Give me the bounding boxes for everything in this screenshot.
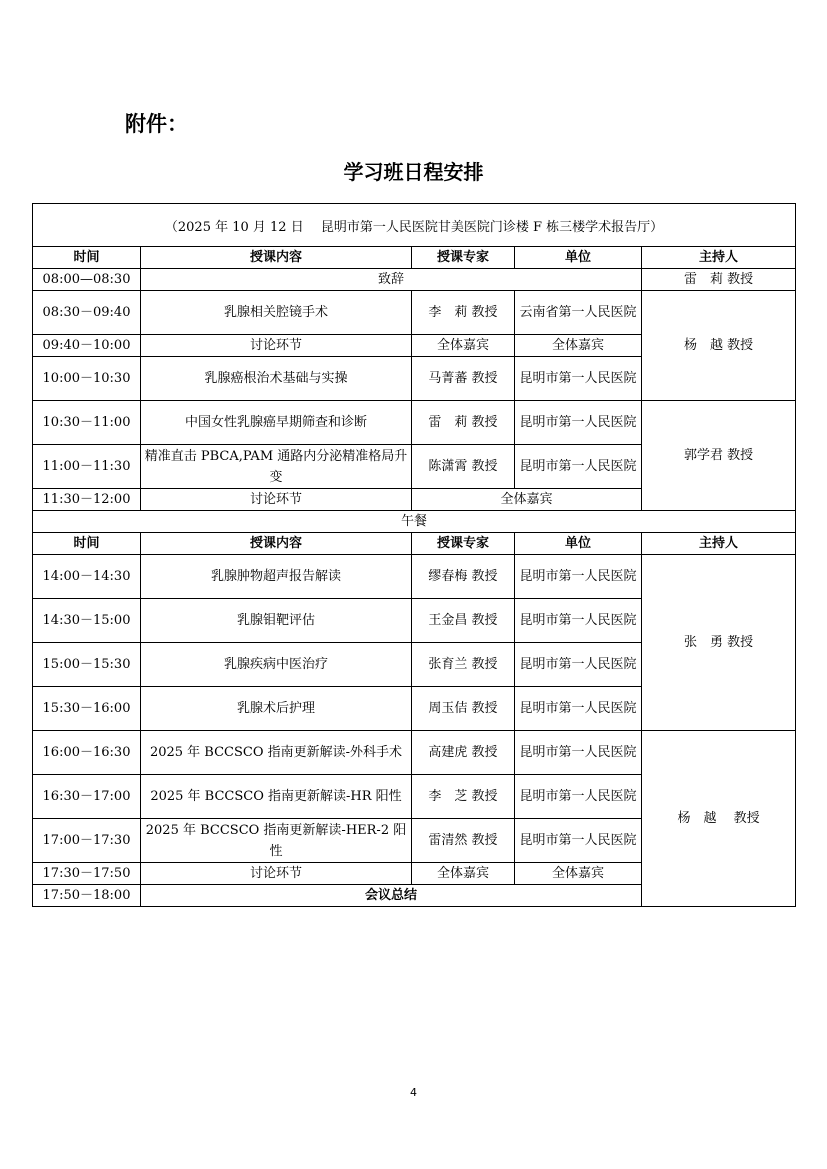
expert-cell: 李 莉 教授 <box>412 291 515 335</box>
content-cell: 乳腺钼靶评估 <box>141 599 412 643</box>
expert-cell: 缪春梅 教授 <box>412 555 515 599</box>
expert-cell: 全体嘉宾 <box>412 489 642 511</box>
host-cell: 杨 越 教授 <box>642 731 796 907</box>
unit-cell: 昆明市第一人民医院 <box>515 401 642 445</box>
page-number: 4 <box>410 1086 417 1099</box>
content-cell: 讨论环节 <box>141 489 412 511</box>
expert-cell: 周玉佶 教授 <box>412 687 515 731</box>
expert-cell: 雷清然 教授 <box>412 819 515 863</box>
time-cell: 11:00－11:30 <box>33 445 141 489</box>
time-cell: 17:50－18:00 <box>33 885 141 907</box>
header-host: 主持人 <box>642 533 796 555</box>
unit-cell: 昆明市第一人民医院 <box>515 775 642 819</box>
content-cell: 乳腺疾病中医治疗 <box>141 643 412 687</box>
header-content: 授课内容 <box>141 533 412 555</box>
time-cell: 14:00－14:30 <box>33 555 141 599</box>
time-cell: 08:00—08:30 <box>33 269 141 291</box>
host-cell: 郭学君 教授 <box>642 401 796 511</box>
content-cell: 乳腺肿物超声报告解读 <box>141 555 412 599</box>
time-cell: 17:30－17:50 <box>33 863 141 885</box>
summary-cell: 会议总结 <box>141 885 642 907</box>
expert-cell: 陈潇霄 教授 <box>412 445 515 489</box>
expert-cell: 高建虎 教授 <box>412 731 515 775</box>
time-cell: 10:00－10:30 <box>33 357 141 401</box>
header-time: 时间 <box>33 247 141 269</box>
content-cell: 讨论环节 <box>141 335 412 357</box>
content-cell: 2025 年 BCCSCO 指南更新解读-HER-2 阳性 <box>141 819 412 863</box>
host-cell: 雷 莉 教授 <box>642 269 796 291</box>
expert-cell: 张育兰 教授 <box>412 643 515 687</box>
table-row <box>33 401 796 445</box>
content-cell: 乳腺相关腔镜手术 <box>141 291 412 335</box>
time-cell: 11:30－12:00 <box>33 489 141 511</box>
unit-cell: 昆明市第一人民医院 <box>515 555 642 599</box>
table-row <box>33 269 796 291</box>
header-host: 主持人 <box>642 247 796 269</box>
venue-row <box>33 204 796 247</box>
time-cell: 15:00－15:30 <box>33 643 141 687</box>
content-cell: 乳腺癌根治术基础与实操 <box>141 357 412 401</box>
unit-cell: 昆明市第一人民医院 <box>515 599 642 643</box>
unit-cell: 云南省第一人民医院 <box>515 291 642 335</box>
expert-cell: 马菁蕃 教授 <box>412 357 515 401</box>
content-cell: 精准直击 PBCA,PAM 通路内分泌精准格局升变 <box>141 445 412 489</box>
time-cell: 17:00－17:30 <box>33 819 141 863</box>
header-expert: 授课专家 <box>412 247 515 269</box>
content-cell: 中国女性乳腺癌早期筛查和诊断 <box>141 401 412 445</box>
table-row <box>33 291 796 335</box>
content-cell: 致辞 <box>141 269 642 291</box>
header-content: 授课内容 <box>141 247 412 269</box>
table-header-morning <box>33 247 796 269</box>
content-cell: 2025 年 BCCSCO 指南更新解读-HR 阳性 <box>141 775 412 819</box>
content-cell: 乳腺术后护理 <box>141 687 412 731</box>
time-cell: 09:40－10:00 <box>33 335 141 357</box>
time-cell: 16:00－16:30 <box>33 731 141 775</box>
unit-cell: 昆明市第一人民医院 <box>515 445 642 489</box>
time-cell: 15:30－16:00 <box>33 687 141 731</box>
unit-cell: 全体嘉宾 <box>515 335 642 357</box>
content-cell: 2025 年 BCCSCO 指南更新解读-外科手术 <box>141 731 412 775</box>
unit-cell: 昆明市第一人民医院 <box>515 643 642 687</box>
table-row <box>33 731 796 775</box>
expert-cell: 全体嘉宾 <box>412 335 515 357</box>
header-unit: 单位 <box>515 247 642 269</box>
unit-cell: 全体嘉宾 <box>515 863 642 885</box>
content-cell: 讨论环节 <box>141 863 412 885</box>
header-time: 时间 <box>33 533 141 555</box>
expert-cell: 李 芝 教授 <box>412 775 515 819</box>
table-row <box>33 555 796 599</box>
header-unit: 单位 <box>515 533 642 555</box>
time-cell: 10:30－11:00 <box>33 401 141 445</box>
host-cell: 张 勇 教授 <box>642 555 796 731</box>
schedule-table <box>32 203 796 907</box>
time-cell: 14:30－15:00 <box>33 599 141 643</box>
host-cell: 杨 越 教授 <box>642 291 796 401</box>
expert-cell: 全体嘉宾 <box>412 863 515 885</box>
time-cell: 16:30－17:00 <box>33 775 141 819</box>
unit-cell: 昆明市第一人民医院 <box>515 687 642 731</box>
expert-cell: 王金昌 教授 <box>412 599 515 643</box>
expert-cell: 雷 莉 教授 <box>412 401 515 445</box>
unit-cell: 昆明市第一人民医院 <box>515 357 642 401</box>
unit-cell: 昆明市第一人民医院 <box>515 819 642 863</box>
unit-cell: 昆明市第一人民医院 <box>515 731 642 775</box>
venue-cell: （2025 年 10 月 12 日 昆明市第一人民医院甘美医院门诊楼 F 栋三楼学术报告厅） <box>33 204 796 247</box>
time-cell: 08:30－09:40 <box>33 291 141 335</box>
page-title: 学习班日程安排 <box>343 160 484 184</box>
lunch-cell: 午餐 <box>33 511 796 533</box>
table-header-afternoon <box>33 533 796 555</box>
header-expert: 授课专家 <box>412 533 515 555</box>
lunch-row <box>33 511 796 533</box>
attachment-label: 附件： <box>125 112 188 136</box>
